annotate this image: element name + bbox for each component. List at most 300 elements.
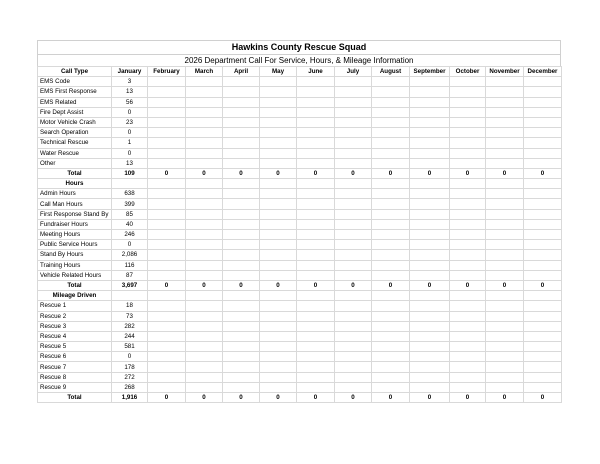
empty-cell — [410, 352, 450, 362]
total-row — [38, 393, 562, 403]
report-title: Hawkins County Rescue Squad — [37, 40, 561, 54]
table-row — [38, 199, 562, 209]
empty-cell — [410, 362, 450, 372]
empty-cell — [335, 97, 372, 107]
empty-cell — [260, 199, 297, 209]
empty-cell — [372, 179, 410, 189]
empty-cell — [186, 230, 223, 240]
empty-cell — [148, 189, 186, 199]
empty-cell — [410, 372, 450, 382]
empty-cell — [372, 107, 410, 117]
total-value: 0 — [335, 280, 372, 290]
empty-cell — [486, 240, 524, 250]
row-label: Rescue 8 — [38, 372, 112, 382]
empty-cell — [223, 138, 260, 148]
empty-cell — [486, 138, 524, 148]
empty-cell — [450, 291, 486, 301]
empty-cell — [186, 260, 223, 270]
empty-cell — [486, 260, 524, 270]
empty-cell — [297, 270, 335, 280]
empty-cell — [260, 240, 297, 250]
table-row — [38, 128, 562, 138]
row-label: Fundraiser Hours — [38, 219, 112, 229]
empty-cell — [148, 179, 186, 189]
empty-cell — [524, 219, 562, 229]
empty-cell — [148, 352, 186, 362]
empty-cell — [486, 107, 524, 117]
total-value: 0 — [186, 168, 223, 178]
table-row — [38, 352, 562, 362]
empty-cell — [410, 107, 450, 117]
empty-cell — [450, 138, 486, 148]
data-table — [37, 66, 562, 403]
empty-cell — [486, 158, 524, 168]
empty-cell — [524, 331, 562, 341]
total-value: 0 — [223, 168, 260, 178]
empty-cell — [410, 138, 450, 148]
empty-cell — [486, 250, 524, 260]
empty-cell — [186, 128, 223, 138]
empty-cell — [148, 362, 186, 372]
empty-cell — [372, 372, 410, 382]
empty-cell — [223, 382, 260, 392]
empty-cell — [297, 331, 335, 341]
total-value: 0 — [524, 393, 562, 403]
table-row — [38, 342, 562, 352]
empty-cell — [223, 230, 260, 240]
empty-cell — [186, 97, 223, 107]
empty-cell — [223, 240, 260, 250]
empty-cell — [524, 270, 562, 280]
empty-cell — [260, 321, 297, 331]
empty-cell — [524, 97, 562, 107]
empty-cell — [372, 87, 410, 97]
empty-cell — [148, 107, 186, 117]
january-value: 399 — [112, 199, 148, 209]
empty-cell — [335, 270, 372, 280]
empty-cell — [450, 311, 486, 321]
total-label: Total — [38, 168, 112, 178]
empty-cell — [186, 87, 223, 97]
section-heading: Mileage Driven — [38, 291, 112, 301]
empty-cell — [297, 87, 335, 97]
empty-cell — [524, 372, 562, 382]
empty-cell — [148, 128, 186, 138]
empty-cell — [372, 321, 410, 331]
empty-cell — [372, 240, 410, 250]
row-label: Training Hours — [38, 260, 112, 270]
empty-cell — [186, 199, 223, 209]
empty-cell — [186, 270, 223, 280]
total-value: 0 — [450, 168, 486, 178]
empty-cell — [372, 301, 410, 311]
total-value: 0 — [486, 393, 524, 403]
empty-cell — [186, 240, 223, 250]
row-label: Rescue 9 — [38, 382, 112, 392]
empty-cell — [148, 240, 186, 250]
empty-cell — [486, 270, 524, 280]
total-value: 0 — [450, 393, 486, 403]
empty-cell — [148, 230, 186, 240]
row-label: Public Service Hours — [38, 240, 112, 250]
empty-cell — [372, 138, 410, 148]
table-row — [38, 87, 562, 97]
empty-cell — [186, 189, 223, 199]
empty-cell — [524, 128, 562, 138]
empty-cell — [450, 77, 486, 87]
empty-cell — [410, 87, 450, 97]
empty-cell — [410, 158, 450, 168]
empty-cell — [486, 291, 524, 301]
empty-cell — [297, 199, 335, 209]
empty-cell — [297, 97, 335, 107]
january-value: 40 — [112, 219, 148, 229]
empty-cell — [524, 158, 562, 168]
empty-cell — [410, 219, 450, 229]
empty-cell — [186, 138, 223, 148]
table-row — [38, 138, 562, 148]
empty-cell — [186, 107, 223, 117]
empty-cell — [410, 240, 450, 250]
empty-cell — [186, 291, 223, 301]
january-value: 13 — [112, 158, 148, 168]
empty-cell — [524, 179, 562, 189]
total-value: 0 — [186, 280, 223, 290]
row-label: EMS Code — [38, 77, 112, 87]
empty-cell — [223, 301, 260, 311]
empty-cell — [410, 179, 450, 189]
empty-cell — [486, 382, 524, 392]
empty-cell — [297, 148, 335, 158]
empty-cell — [486, 77, 524, 87]
empty-cell — [297, 189, 335, 199]
empty-cell — [524, 260, 562, 270]
empty-cell — [148, 382, 186, 392]
empty-cell — [260, 179, 297, 189]
empty-cell — [297, 260, 335, 270]
total-value: 0 — [297, 393, 335, 403]
empty-cell — [297, 382, 335, 392]
january-value: 246 — [112, 230, 148, 240]
january-value: 116 — [112, 260, 148, 270]
empty-cell — [223, 128, 260, 138]
table-row — [38, 331, 562, 341]
empty-cell — [260, 138, 297, 148]
empty-cell — [297, 240, 335, 250]
table-row — [38, 382, 562, 392]
empty-cell — [260, 291, 297, 301]
empty-cell — [335, 240, 372, 250]
section-heading-row — [38, 291, 562, 301]
empty-cell — [223, 260, 260, 270]
empty-cell — [260, 117, 297, 127]
section-heading: Hours — [38, 179, 112, 189]
empty-cell — [335, 311, 372, 321]
empty-cell — [335, 87, 372, 97]
report-subtitle: 2026 Department Call For Service, Hours, & Mileage Information — [37, 54, 561, 66]
empty-cell — [148, 311, 186, 321]
january-value: 73 — [112, 311, 148, 321]
report-sheet — [37, 40, 561, 403]
empty-cell — [335, 179, 372, 189]
empty-cell — [260, 382, 297, 392]
empty-cell — [486, 331, 524, 341]
empty-cell — [297, 311, 335, 321]
column-header-call-type: Call Type — [38, 67, 112, 77]
empty-cell — [186, 342, 223, 352]
empty-cell — [410, 311, 450, 321]
empty-cell — [524, 362, 562, 372]
total-value: 0 — [524, 280, 562, 290]
empty-cell — [335, 362, 372, 372]
empty-cell — [223, 250, 260, 260]
empty-cell — [148, 321, 186, 331]
empty-cell — [335, 372, 372, 382]
table-row — [38, 301, 562, 311]
empty-cell — [450, 352, 486, 362]
empty-cell — [486, 311, 524, 321]
empty-cell — [410, 148, 450, 158]
total-value: 0 — [260, 393, 297, 403]
empty-cell — [186, 219, 223, 229]
empty-cell — [335, 138, 372, 148]
total-value: 1,916 — [112, 393, 148, 403]
empty-cell — [486, 372, 524, 382]
empty-cell — [186, 209, 223, 219]
empty-cell — [524, 230, 562, 240]
empty-cell — [410, 260, 450, 270]
empty-cell — [335, 199, 372, 209]
empty-cell — [524, 189, 562, 199]
total-value: 0 — [260, 280, 297, 290]
table-row — [38, 148, 562, 158]
empty-cell — [372, 230, 410, 240]
total-value: 0 — [260, 168, 297, 178]
empty-cell — [486, 117, 524, 127]
empty-cell — [297, 352, 335, 362]
total-value: 0 — [148, 393, 186, 403]
row-label: Water Rescue — [38, 148, 112, 158]
column-header-september: September — [410, 67, 450, 77]
empty-cell — [450, 87, 486, 97]
table-row — [38, 321, 562, 331]
empty-cell — [335, 291, 372, 301]
empty-cell — [186, 148, 223, 158]
january-value: 0 — [112, 128, 148, 138]
empty-cell — [260, 97, 297, 107]
empty-cell — [148, 331, 186, 341]
table-row — [38, 209, 562, 219]
empty-cell — [223, 362, 260, 372]
empty-cell — [297, 117, 335, 127]
empty-cell — [410, 382, 450, 392]
total-value: 0 — [524, 168, 562, 178]
empty-cell — [524, 352, 562, 362]
empty-cell — [335, 321, 372, 331]
row-label: Fire Dept Assist — [38, 107, 112, 117]
table-row — [38, 77, 562, 87]
empty-cell — [186, 352, 223, 362]
empty-cell — [260, 209, 297, 219]
january-value: 13 — [112, 87, 148, 97]
empty-cell — [148, 158, 186, 168]
empty-cell — [524, 199, 562, 209]
total-value: 109 — [112, 168, 148, 178]
header-row — [38, 67, 562, 77]
empty-cell — [335, 382, 372, 392]
empty-cell — [223, 148, 260, 158]
empty-cell — [297, 321, 335, 331]
empty-cell — [297, 362, 335, 372]
total-value: 0 — [297, 168, 335, 178]
row-label: Call Man Hours — [38, 199, 112, 209]
row-label: Motor Vehicle Crash — [38, 117, 112, 127]
empty-cell — [223, 179, 260, 189]
empty-cell — [450, 331, 486, 341]
empty-cell — [372, 270, 410, 280]
empty-cell — [486, 87, 524, 97]
total-value: 0 — [335, 168, 372, 178]
empty-cell — [260, 128, 297, 138]
empty-cell — [335, 352, 372, 362]
empty-cell — [223, 321, 260, 331]
empty-cell — [372, 97, 410, 107]
column-header-march: March — [186, 67, 223, 77]
empty-cell — [410, 97, 450, 107]
empty-cell — [450, 301, 486, 311]
total-label: Total — [38, 280, 112, 290]
empty-cell — [410, 230, 450, 240]
table-row — [38, 97, 562, 107]
empty-cell — [450, 219, 486, 229]
empty-cell — [223, 342, 260, 352]
empty-cell — [372, 219, 410, 229]
empty-cell — [450, 158, 486, 168]
empty-cell — [260, 189, 297, 199]
january-value: 3 — [112, 77, 148, 87]
empty-cell — [148, 250, 186, 260]
empty-cell — [186, 382, 223, 392]
empty-cell — [450, 250, 486, 260]
column-header-december: December — [524, 67, 562, 77]
empty-cell — [335, 342, 372, 352]
empty-cell — [297, 372, 335, 382]
empty-cell — [223, 97, 260, 107]
empty-cell — [524, 138, 562, 148]
row-label: Technical Rescue — [38, 138, 112, 148]
table-row — [38, 117, 562, 127]
table-row — [38, 311, 562, 321]
empty-cell — [410, 342, 450, 352]
column-header-may: May — [260, 67, 297, 77]
empty-cell — [335, 219, 372, 229]
empty-cell — [410, 199, 450, 209]
total-row — [38, 280, 562, 290]
empty-cell — [297, 291, 335, 301]
january-value: 23 — [112, 117, 148, 127]
section-heading-row — [38, 179, 562, 189]
empty-cell — [148, 260, 186, 270]
empty-cell — [148, 97, 186, 107]
row-label: EMS Related — [38, 97, 112, 107]
empty-cell — [372, 291, 410, 301]
total-value: 0 — [372, 280, 410, 290]
empty-cell — [372, 311, 410, 321]
row-label: Search Operation — [38, 128, 112, 138]
empty-cell — [223, 291, 260, 301]
empty-cell — [335, 189, 372, 199]
empty-cell — [148, 87, 186, 97]
empty-cell — [486, 148, 524, 158]
table-row — [38, 219, 562, 229]
empty-cell — [148, 219, 186, 229]
empty-cell — [372, 158, 410, 168]
empty-cell — [186, 158, 223, 168]
empty-cell — [223, 270, 260, 280]
january-value: 0 — [112, 352, 148, 362]
empty-cell — [148, 138, 186, 148]
empty-cell — [223, 311, 260, 321]
total-label: Total — [38, 393, 112, 403]
empty-cell — [297, 107, 335, 117]
january-value: 2,086 — [112, 250, 148, 260]
january-value: 1 — [112, 138, 148, 148]
empty-cell — [486, 179, 524, 189]
empty-cell — [410, 77, 450, 87]
row-label: Rescue 7 — [38, 362, 112, 372]
table-row — [38, 372, 562, 382]
empty-cell — [450, 199, 486, 209]
empty-cell — [410, 270, 450, 280]
january-value: 0 — [112, 107, 148, 117]
empty-cell — [186, 301, 223, 311]
empty-cell — [450, 97, 486, 107]
empty-cell — [297, 342, 335, 352]
january-value: 178 — [112, 362, 148, 372]
empty-cell — [410, 209, 450, 219]
empty-cell — [186, 362, 223, 372]
empty-cell — [450, 128, 486, 138]
empty-cell — [148, 77, 186, 87]
empty-cell — [335, 107, 372, 117]
total-row — [38, 168, 562, 178]
empty-cell — [335, 250, 372, 260]
empty-cell — [524, 382, 562, 392]
empty-cell — [410, 331, 450, 341]
january-value: 244 — [112, 331, 148, 341]
empty-cell — [450, 270, 486, 280]
empty-cell — [372, 382, 410, 392]
empty-cell — [223, 87, 260, 97]
empty-cell — [372, 189, 410, 199]
table-row — [38, 250, 562, 260]
empty-cell — [486, 128, 524, 138]
empty-cell — [223, 117, 260, 127]
empty-cell — [450, 148, 486, 158]
empty-cell — [223, 219, 260, 229]
total-value: 0 — [223, 393, 260, 403]
empty-cell — [186, 250, 223, 260]
row-label: Rescue 3 — [38, 321, 112, 331]
table-body — [38, 67, 562, 403]
empty-cell — [486, 301, 524, 311]
empty-cell — [260, 331, 297, 341]
empty-cell — [486, 230, 524, 240]
january-value: 638 — [112, 189, 148, 199]
total-value: 0 — [148, 280, 186, 290]
empty-cell — [524, 250, 562, 260]
total-value: 0 — [297, 280, 335, 290]
